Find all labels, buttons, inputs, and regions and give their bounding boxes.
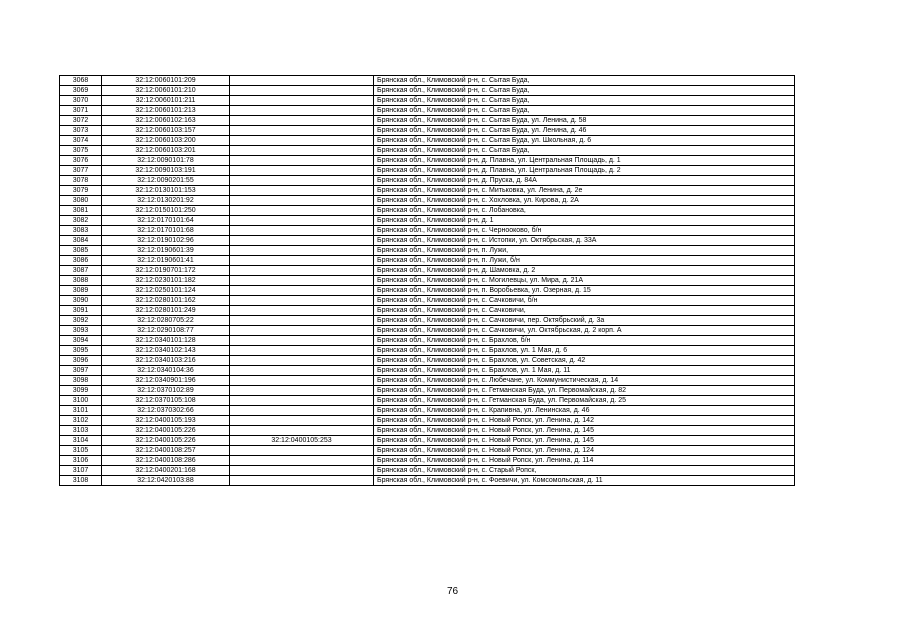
linked-cadastral-cell <box>230 76 374 86</box>
cadastral-number-cell: 32:12:0370302:66 <box>102 406 230 416</box>
linked-cadastral-cell <box>230 166 374 176</box>
table-row <box>60 96 795 106</box>
address-cell: Брянская обл., Климовский р-н, д. Плавна, ул. Центральная Площадь, д. 1 <box>374 156 795 166</box>
table-row <box>60 136 795 146</box>
table-row <box>60 146 795 156</box>
table-row <box>60 366 795 376</box>
cadastral-number-cell: 32:12:0400105:193 <box>102 416 230 426</box>
address-cell: Брянская обл., Климовский р-н, с. Гетманская Буда, ул. Первомайская, д. 82 <box>374 386 795 396</box>
row-number-cell: 3085 <box>60 246 102 256</box>
row-number-cell: 3091 <box>60 306 102 316</box>
table-row <box>60 216 795 226</box>
cadastral-number-cell: 32:12:0400201:168 <box>102 466 230 476</box>
row-number-cell: 3068 <box>60 76 102 86</box>
table-row <box>60 186 795 196</box>
address-cell: Брянская обл., Климовский р-н, д. Шамовка, д. 2 <box>374 266 795 276</box>
table-row <box>60 436 795 446</box>
address-cell: Брянская обл., Климовский р-н, с. Гетманская Буда, ул. Первомайская, д. 25 <box>374 396 795 406</box>
cadastral-number-cell: 32:12:0090201:55 <box>102 176 230 186</box>
linked-cadastral-cell <box>230 216 374 226</box>
cadastral-number-cell: 32:12:0340104:36 <box>102 366 230 376</box>
table-row <box>60 266 795 276</box>
row-number-cell: 3092 <box>60 316 102 326</box>
table-row <box>60 416 795 426</box>
linked-cadastral-cell <box>230 426 374 436</box>
table-row <box>60 406 795 416</box>
table-row <box>60 306 795 316</box>
address-cell: Брянская обл., Климовский р-н, с. Новый Ропск, ул. Ленина, д. 124 <box>374 446 795 456</box>
table-row <box>60 166 795 176</box>
cadastral-number-cell: 32:12:0340901:196 <box>102 376 230 386</box>
row-number-cell: 3073 <box>60 126 102 136</box>
address-cell: Брянская обл., Климовский р-н, п. Лужи, <box>374 246 795 256</box>
linked-cadastral-cell <box>230 376 374 386</box>
row-number-cell: 3069 <box>60 86 102 96</box>
row-number-cell: 3071 <box>60 106 102 116</box>
address-cell: Брянская обл., Климовский р-н, с. Сачковичи, пер. Октябрьский, д. 3а <box>374 316 795 326</box>
cadastral-number-cell: 32:12:0400105:226 <box>102 426 230 436</box>
row-number-cell: 3098 <box>60 376 102 386</box>
linked-cadastral-cell <box>230 396 374 406</box>
row-number-cell: 3107 <box>60 466 102 476</box>
table-row <box>60 426 795 436</box>
cadastral-number-cell: 32:12:0060101:211 <box>102 96 230 106</box>
table-row <box>60 446 795 456</box>
linked-cadastral-cell <box>230 336 374 346</box>
row-number-cell: 3081 <box>60 206 102 216</box>
table-row <box>60 156 795 166</box>
row-number-cell: 3076 <box>60 156 102 166</box>
table-row <box>60 226 795 236</box>
linked-cadastral-cell <box>230 326 374 336</box>
row-number-cell: 3087 <box>60 266 102 276</box>
address-cell: Брянская обл., Климовский р-н, с. Сытая Буда, <box>374 86 795 96</box>
row-number-cell: 3097 <box>60 366 102 376</box>
row-number-cell: 3095 <box>60 346 102 356</box>
row-number-cell: 3070 <box>60 96 102 106</box>
cadastral-number-cell: 32:12:0340101:128 <box>102 336 230 346</box>
table-row <box>60 236 795 246</box>
table-row <box>60 386 795 396</box>
row-number-cell: 3079 <box>60 186 102 196</box>
linked-cadastral-cell <box>230 316 374 326</box>
address-cell: Брянская обл., Климовский р-н, с. Митьковка, ул. Ленина, д. 2е <box>374 186 795 196</box>
row-number-cell: 3084 <box>60 236 102 246</box>
linked-cadastral-cell <box>230 246 374 256</box>
cadastral-number-cell: 32:12:0420103:88 <box>102 476 230 486</box>
cadastral-number-cell: 32:12:0340102:143 <box>102 346 230 356</box>
linked-cadastral-cell <box>230 266 374 276</box>
data-table <box>59 75 795 486</box>
cadastral-number-cell: 32:12:0060101:209 <box>102 76 230 86</box>
table-row <box>60 336 795 346</box>
row-number-cell: 3082 <box>60 216 102 226</box>
linked-cadastral-cell <box>230 386 374 396</box>
cadastral-number-cell: 32:12:0060103:201 <box>102 146 230 156</box>
table-row <box>60 206 795 216</box>
linked-cadastral-cell <box>230 456 374 466</box>
cadastral-number-cell: 32:12:0400105:226 <box>102 436 230 446</box>
address-cell: Брянская обл., Климовский р-н, с. Брахлов, ул. 1 Мая, д. 11 <box>374 366 795 376</box>
table-row <box>60 476 795 486</box>
row-number-cell: 3074 <box>60 136 102 146</box>
address-cell: Брянская обл., Климовский р-н, с. Сытая Буда, ул. Школьная, д. 6 <box>374 136 795 146</box>
table-row <box>60 196 795 206</box>
linked-cadastral-cell <box>230 346 374 356</box>
address-cell: Брянская обл., Климовский р-н, с. Сытая Буда, <box>374 106 795 116</box>
cadastral-number-cell: 32:12:0250101:124 <box>102 286 230 296</box>
address-cell: Брянская обл., Климовский р-н, с. Новый Ропск, ул. Ленина, д. 142 <box>374 416 795 426</box>
address-cell: Брянская обл., Климовский р-н, с. Хохловка, ул. Кирова, д. 2А <box>374 196 795 206</box>
table-row <box>60 126 795 136</box>
linked-cadastral-cell <box>230 446 374 456</box>
address-cell: Брянская обл., Климовский р-н, с. Крапивна, ул. Ленинская, д. 46 <box>374 406 795 416</box>
linked-cadastral-cell <box>230 126 374 136</box>
address-cell: Брянская обл., Климовский р-н, с. Сытая Буда, ул. Ленина, д. 58 <box>374 116 795 126</box>
cadastral-number-cell: 32:12:0060103:200 <box>102 136 230 146</box>
address-cell: Брянская обл., Климовский р-н, с. Сытая Буда, <box>374 96 795 106</box>
linked-cadastral-cell <box>230 236 374 246</box>
cadastral-number-cell: 32:12:0370102:89 <box>102 386 230 396</box>
address-cell: Брянская обл., Климовский р-н, с. Любечане, ул. Коммунистическая, д. 14 <box>374 376 795 386</box>
row-number-cell: 3072 <box>60 116 102 126</box>
row-number-cell: 3094 <box>60 336 102 346</box>
cadastral-number-cell: 32:12:0280101:162 <box>102 296 230 306</box>
address-cell: Брянская обл., Климовский р-н, с. Старый Ропск, <box>374 466 795 476</box>
address-cell: Брянская обл., Климовский р-н, с. Сытая Буда, ул. Ленина, д. 46 <box>374 126 795 136</box>
address-cell: Брянская обл., Климовский р-н, д. 1 <box>374 216 795 226</box>
row-number-cell: 3103 <box>60 426 102 436</box>
table-row <box>60 396 795 406</box>
table-row <box>60 76 795 86</box>
address-cell: Брянская обл., Климовский р-н, с. Могилевцы, ул. Мира, д. 21А <box>374 276 795 286</box>
linked-cadastral-cell <box>230 96 374 106</box>
cadastral-number-cell: 32:12:0190601:41 <box>102 256 230 266</box>
address-cell: Брянская обл., Климовский р-н, д. Плавна, ул. Центральная Площадь, д. 2 <box>374 166 795 176</box>
address-cell: Брянская обл., Климовский р-н, с. Лобановка, <box>374 206 795 216</box>
linked-cadastral-cell <box>230 366 374 376</box>
row-number-cell: 3093 <box>60 326 102 336</box>
address-cell: Брянская обл., Климовский р-н, с. Сытая Буда, <box>374 76 795 86</box>
cadastral-number-cell: 32:12:0090101:78 <box>102 156 230 166</box>
address-cell: Брянская обл., Климовский р-н, с. Истопки, ул. Октябрьская, д. 33А <box>374 236 795 246</box>
table-row <box>60 276 795 286</box>
table-body <box>60 76 795 486</box>
row-number-cell: 3099 <box>60 386 102 396</box>
linked-cadastral-cell <box>230 476 374 486</box>
linked-cadastral-cell <box>230 206 374 216</box>
table-row <box>60 346 795 356</box>
linked-cadastral-cell <box>230 106 374 116</box>
row-number-cell: 3083 <box>60 226 102 236</box>
cadastral-number-cell: 32:12:0090103:191 <box>102 166 230 176</box>
cadastral-number-cell: 32:12:0340103:216 <box>102 356 230 366</box>
table-row <box>60 466 795 476</box>
linked-cadastral-cell <box>230 256 374 266</box>
linked-cadastral-cell <box>230 186 374 196</box>
linked-cadastral-cell <box>230 86 374 96</box>
table-row <box>60 256 795 266</box>
linked-cadastral-cell <box>230 466 374 476</box>
row-number-cell: 3106 <box>60 456 102 466</box>
cadastral-number-cell: 32:12:0170101:68 <box>102 226 230 236</box>
table-row <box>60 296 795 306</box>
linked-cadastral-cell <box>230 406 374 416</box>
linked-cadastral-cell <box>230 286 374 296</box>
address-cell: Брянская обл., Климовский р-н, с. Сачковичи, б/н <box>374 296 795 306</box>
cadastral-number-cell: 32:12:0280705:22 <box>102 316 230 326</box>
address-cell: Брянская обл., Климовский р-н, с. Брахлов, б/н <box>374 336 795 346</box>
address-cell: Брянская обл., Климовский р-н, с. Новый Ропск, ул. Ленина, д. 114 <box>374 456 795 466</box>
linked-cadastral-cell <box>230 136 374 146</box>
cadastral-number-cell: 32:12:0290108:77 <box>102 326 230 336</box>
cadastral-number-cell: 32:12:0170101:64 <box>102 216 230 226</box>
table-row <box>60 246 795 256</box>
address-cell: Брянская обл., Климовский р-н, с. Новый Ропск, ул. Ленина, д. 145 <box>374 436 795 446</box>
table-row <box>60 316 795 326</box>
linked-cadastral-cell <box>230 226 374 236</box>
address-cell: Брянская обл., Климовский р-н, д. Пруска, д. 84А <box>374 176 795 186</box>
cadastral-number-cell: 32:12:0370105:108 <box>102 396 230 406</box>
cadastral-number-cell: 32:12:0400108:257 <box>102 446 230 456</box>
row-number-cell: 3105 <box>60 446 102 456</box>
table-row <box>60 176 795 186</box>
row-number-cell: 3080 <box>60 196 102 206</box>
cadastral-number-cell: 32:12:0280101:249 <box>102 306 230 316</box>
cadastral-number-cell: 32:12:0130101:153 <box>102 186 230 196</box>
address-cell: Брянская обл., Климовский р-н, п. Воробьевка, ул. Озерная, д. 15 <box>374 286 795 296</box>
cadastral-number-cell: 32:12:0190102:96 <box>102 236 230 246</box>
linked-cadastral-cell <box>230 356 374 366</box>
cadastral-number-cell: 32:12:0060103:157 <box>102 126 230 136</box>
cadastral-number-cell: 32:12:0400108:286 <box>102 456 230 466</box>
table-row <box>60 376 795 386</box>
linked-cadastral-cell <box>230 306 374 316</box>
linked-cadastral-cell <box>230 176 374 186</box>
address-cell: Брянская обл., Климовский р-н, с. Сачковичи, ул. Октябрьская, д. 2 корп. А <box>374 326 795 336</box>
address-cell: Брянская обл., Климовский р-н, с. Чернооково, б/н <box>374 226 795 236</box>
cadastral-number-cell: 32:12:0150101:250 <box>102 206 230 216</box>
address-cell: Брянская обл., Климовский р-н, с. Сытая Буда, <box>374 146 795 156</box>
linked-cadastral-cell <box>230 146 374 156</box>
row-number-cell: 3108 <box>60 476 102 486</box>
cadastral-number-cell: 32:12:0060101:210 <box>102 86 230 96</box>
row-number-cell: 3100 <box>60 396 102 406</box>
cadastral-number-cell: 32:12:0230101:182 <box>102 276 230 286</box>
table-row <box>60 456 795 466</box>
row-number-cell: 3102 <box>60 416 102 426</box>
table-row <box>60 116 795 126</box>
table-row <box>60 326 795 336</box>
linked-cadastral-cell <box>230 296 374 306</box>
row-number-cell: 3088 <box>60 276 102 286</box>
cadastral-number-cell: 32:12:0060101:213 <box>102 106 230 116</box>
address-cell: Брянская обл., Климовский р-н, с. Брахлов, ул. 1 Мая, д. 6 <box>374 346 795 356</box>
address-cell: Брянская обл., Климовский р-н, с. Фоевичи, ул. Комсомольская, д. 11 <box>374 476 795 486</box>
linked-cadastral-cell <box>230 156 374 166</box>
row-number-cell: 3104 <box>60 436 102 446</box>
row-number-cell: 3096 <box>60 356 102 366</box>
cadastral-number-cell: 32:12:0190701:172 <box>102 266 230 276</box>
address-cell: Брянская обл., Климовский р-н, п. Лужи, б/н <box>374 256 795 266</box>
address-cell: Брянская обл., Климовский р-н, с. Брахлов, ул. Советская, д. 42 <box>374 356 795 366</box>
row-number-cell: 3078 <box>60 176 102 186</box>
linked-cadastral-cell: 32:12:0400105:253 <box>230 436 374 446</box>
row-number-cell: 3075 <box>60 146 102 156</box>
row-number-cell: 3101 <box>60 406 102 416</box>
row-number-cell: 3090 <box>60 296 102 306</box>
row-number-cell: 3086 <box>60 256 102 266</box>
table-row <box>60 356 795 366</box>
page-number: 76 <box>446 586 459 597</box>
table-row <box>60 86 795 96</box>
cadastral-number-cell: 32:12:0060102:163 <box>102 116 230 126</box>
table-row <box>60 106 795 116</box>
address-cell: Брянская обл., Климовский р-н, с. Новый Ропск, ул. Ленина, д. 145 <box>374 426 795 436</box>
address-cell: Брянская обл., Климовский р-н, с. Сачковичи, <box>374 306 795 316</box>
cadastral-number-cell: 32:12:0130201:92 <box>102 196 230 206</box>
linked-cadastral-cell <box>230 196 374 206</box>
linked-cadastral-cell <box>230 276 374 286</box>
cadastral-number-cell: 32:12:0190601:39 <box>102 246 230 256</box>
linked-cadastral-cell <box>230 116 374 126</box>
table-row <box>60 286 795 296</box>
row-number-cell: 3089 <box>60 286 102 296</box>
row-number-cell: 3077 <box>60 166 102 176</box>
linked-cadastral-cell <box>230 416 374 426</box>
